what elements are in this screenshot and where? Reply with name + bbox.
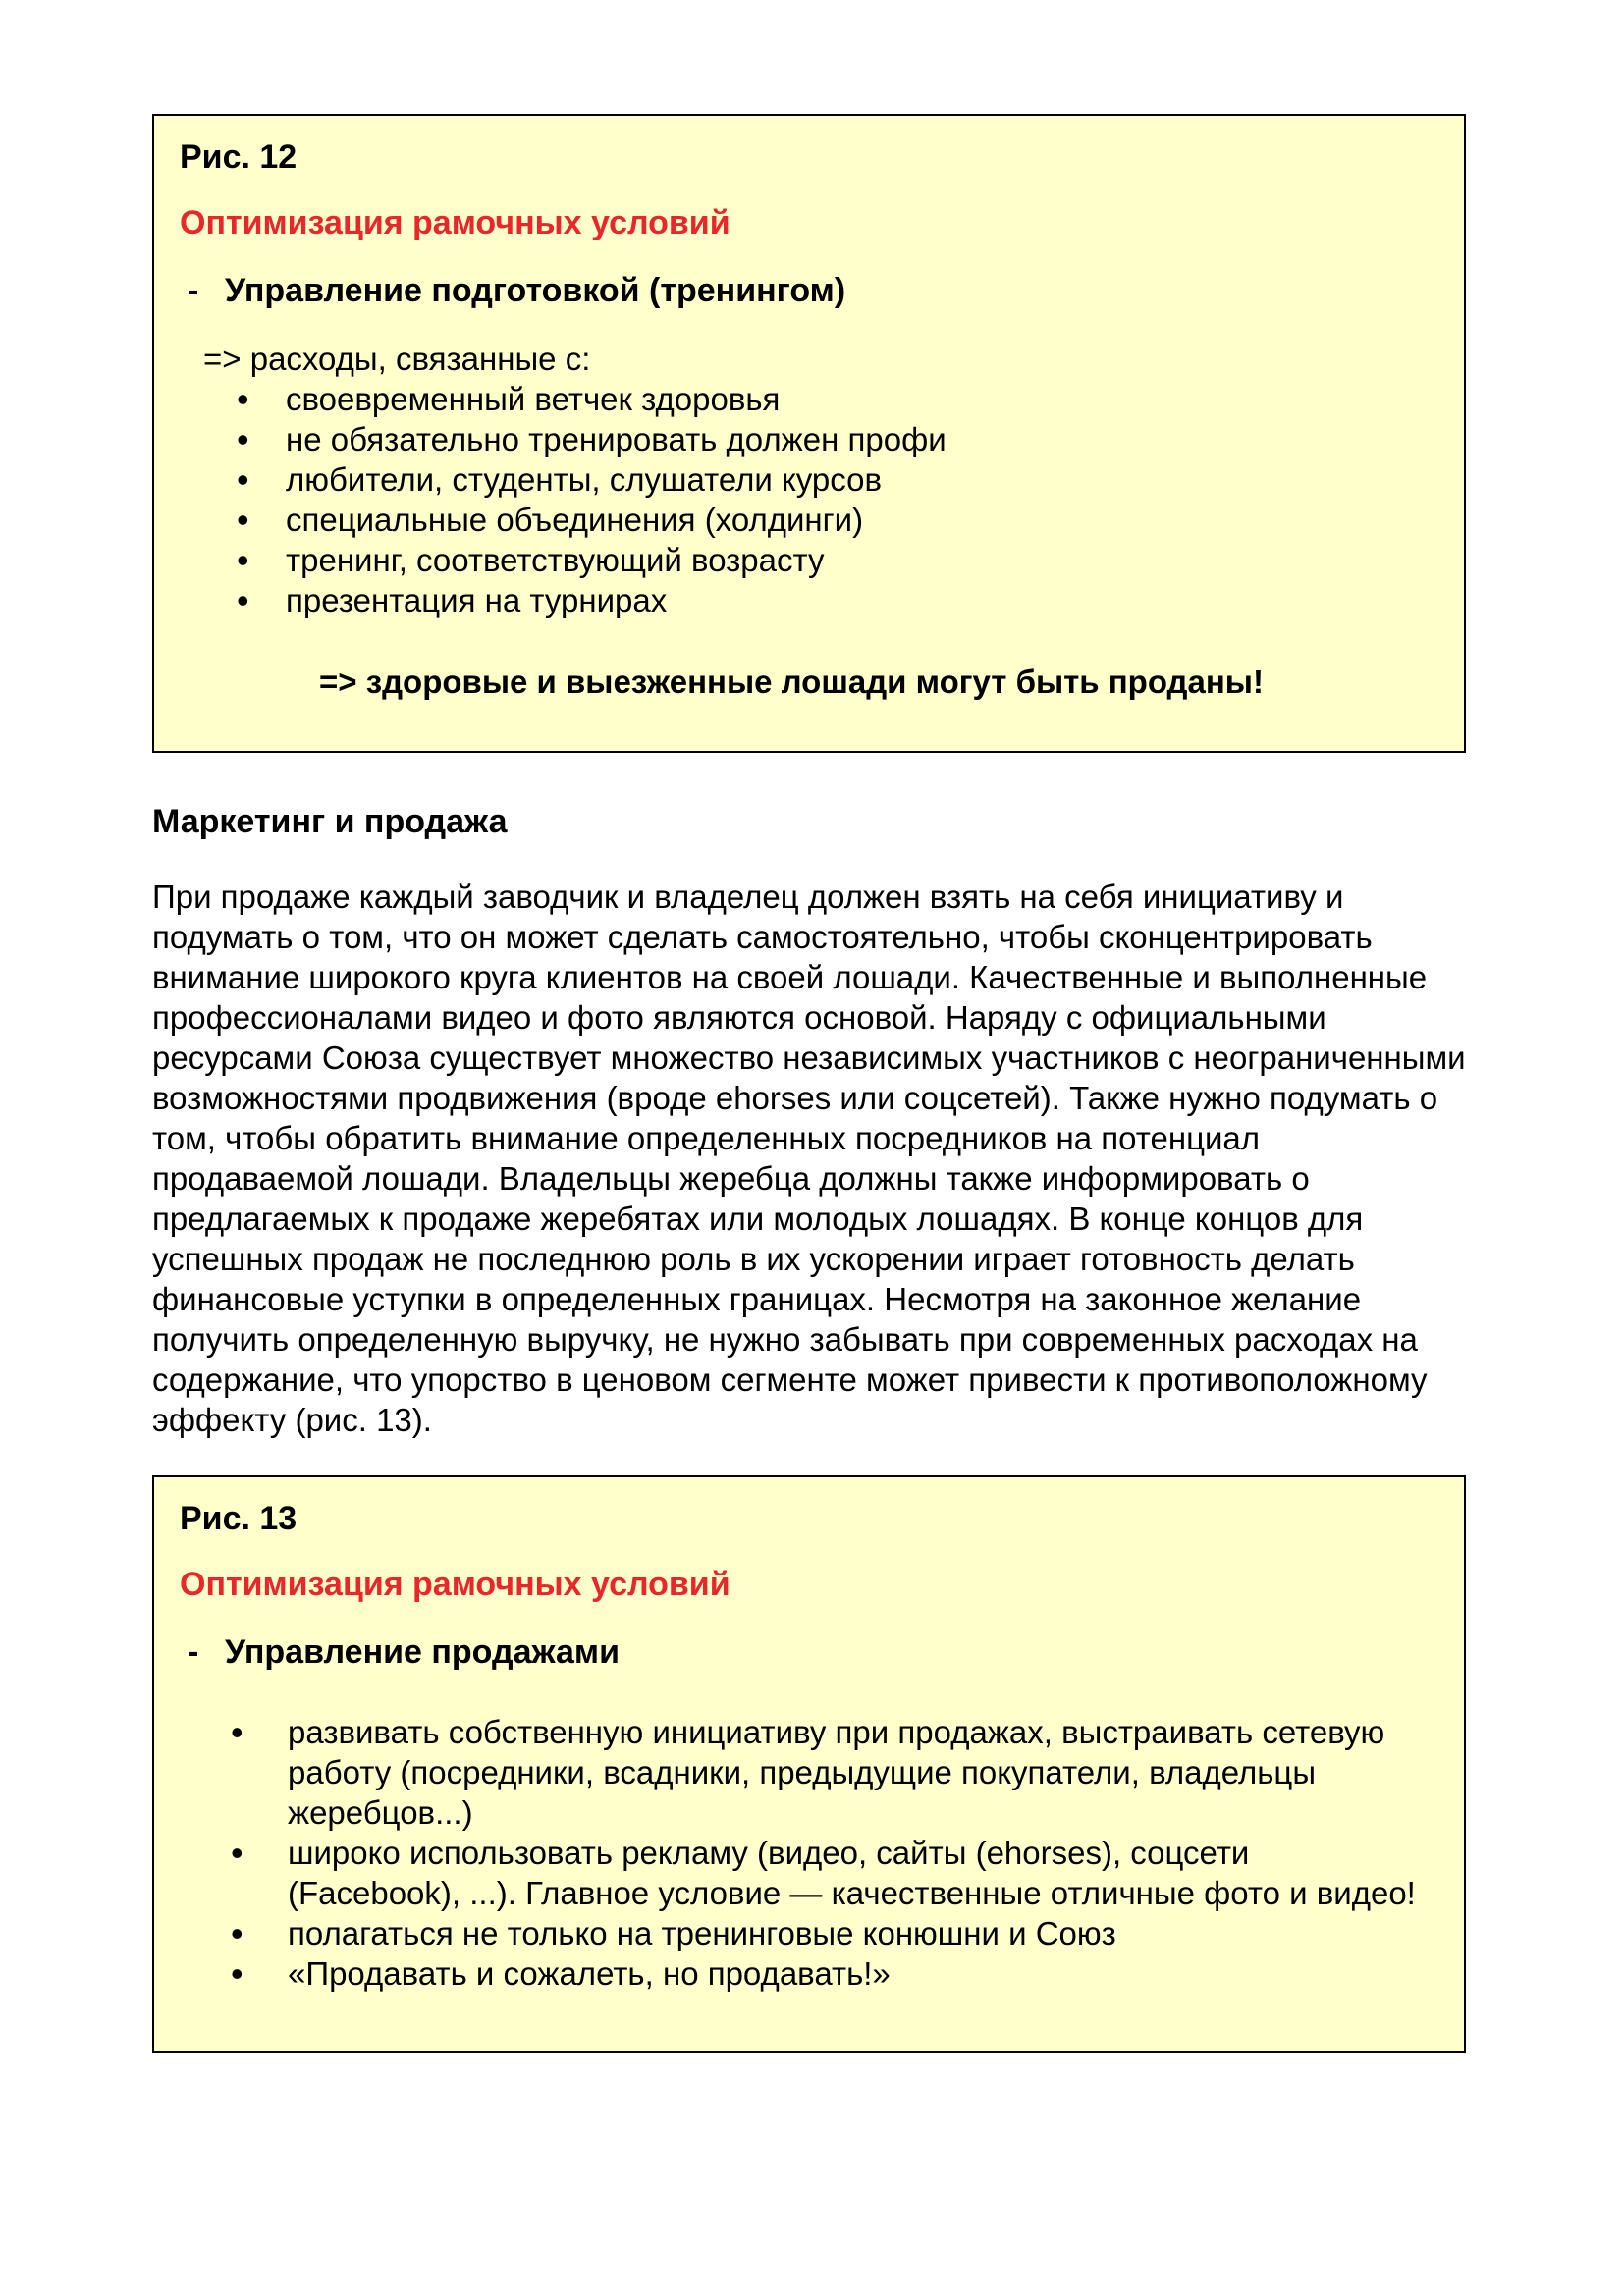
figure-subtitle-row bbox=[188, 1632, 1438, 1673]
figure-label: Рис. 13 bbox=[180, 1500, 298, 1537]
figure-title: Оптимизация рамочных условий bbox=[180, 204, 730, 241]
list-item: • «Продавать и сожалеть, но продавать!» bbox=[180, 1953, 1438, 1994]
figure-subtitle: Управление продажами bbox=[225, 1633, 620, 1671]
figure-subtitle-row bbox=[188, 271, 1438, 311]
list-item: • развивать собственную инициативу при продажах, выстраивать сетевую работу (посредники, всадники, предыдущие покупатели, владельцы жеребцов...) bbox=[180, 1712, 1438, 1833]
arrow-lead-line: => расходы, связанные с: bbox=[203, 341, 591, 377]
list-item: • тренинг, соответствующий возрасту bbox=[180, 540, 1438, 580]
figure-12-bullet-list bbox=[180, 379, 1438, 620]
document-content bbox=[152, 0, 1466, 2053]
figure-box-12 bbox=[152, 114, 1466, 753]
list-item: • любители, студенты, слушатели курсов bbox=[180, 459, 1438, 500]
figure-conclusion: => здоровые и выезженные лошади могут быть проданы! bbox=[319, 664, 1264, 700]
subtitle-dash: - bbox=[188, 272, 199, 309]
figure-box-13 bbox=[152, 1475, 1466, 2053]
list-item: • полагаться не только на тренинговые конюшни и Союз bbox=[180, 1913, 1438, 1953]
figure-title: Оптимизация рамочных условий bbox=[180, 1566, 730, 1603]
figure-subtitle: Управление подготовкой (тренингом) bbox=[225, 272, 846, 309]
figure-label: Рис. 12 bbox=[180, 138, 298, 176]
list-item: • презентация на турнирах bbox=[180, 580, 1438, 620]
body-paragraph: При продаже каждый заводчик и владелец должен взять на себя инициативу и подумать о том, что он может сделать самостоятельно, чтобы сконцентрировать внимание широкого круга клиентов на своей лошади. Качественные и выполненные профессионалами видео и фото являются основой. Наряду с официальными ресурсами Союза существует множество независимых участников с неограниченными возможностями продвижения (вроде ehorses или соцсетей). Также нужно подумать о том, чтобы обратить внимание определенных посредников на потенциал продаваемой лошади. Владельцы жеребца должны также информировать о предлагаемых к продаже жеребятах или молодых лошадях. В конце концов для успешных продаж не последнюю роль в их ускорении играет готовность делать финансовые уступки в определенных границах. Несмотря на законное желание получить определенную выручку, не нужно забывать при современных расходах на содержание, что упорство в ценовом сегменте может привести к противоположному эффекту (рис. 13). bbox=[152, 879, 1466, 1438]
list-item: • не обязательно тренировать должен профи bbox=[180, 419, 1438, 459]
list-item: • широко использовать рекламу (видео, сайты (ehorses), соцсети (Facebook), ...). Главное условие — качественные отличные фото и видео! bbox=[180, 1833, 1438, 1913]
section-heading: Маркетинг и продажа bbox=[152, 803, 508, 840]
subtitle-dash: - bbox=[188, 1633, 199, 1671]
list-item: • своевременный ветчек здоровья bbox=[180, 379, 1438, 419]
figure-13-bullet-list bbox=[180, 1712, 1438, 1994]
list-item: • специальные объединения (холдинги) bbox=[180, 500, 1438, 540]
